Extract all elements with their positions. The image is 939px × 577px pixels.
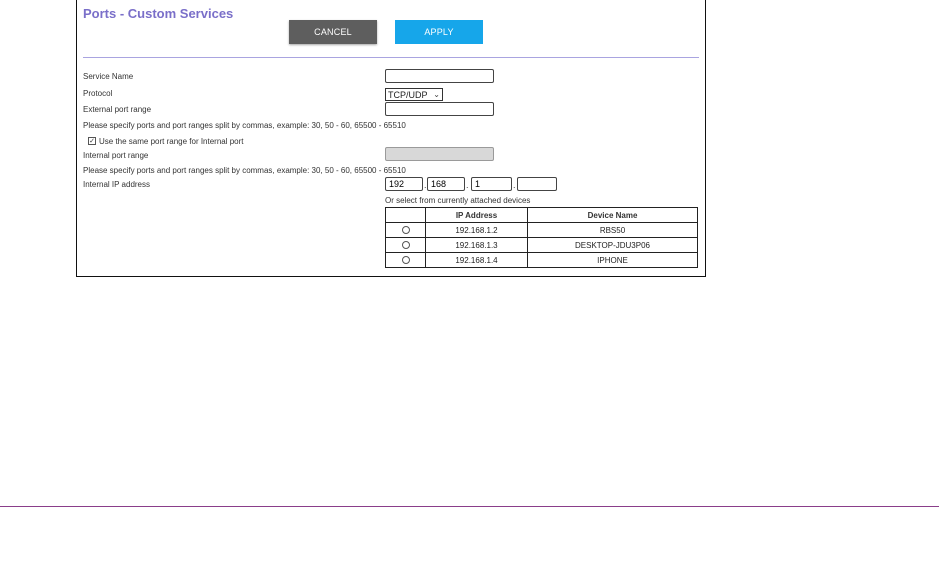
ip-separator: .: [466, 180, 469, 190]
row-radio-cell[interactable]: [386, 223, 426, 238]
row-device-name: IPHONE: [528, 253, 698, 268]
custom-services-panel: [76, 0, 706, 277]
table-header-ip: IP Address: [426, 208, 528, 223]
internal-ip-label: Internal IP address: [83, 180, 151, 189]
row-device-name: RBS50: [528, 223, 698, 238]
row-ip-address: 192.168.1.3: [426, 238, 528, 253]
row-ip-address: 192.168.1.2: [426, 223, 528, 238]
page-title: Ports - Custom Services: [83, 6, 234, 21]
ip-octet-3-input[interactable]: [471, 177, 512, 191]
checkbox-checked-icon[interactable]: ✓: [89, 138, 95, 145]
service-name-input[interactable]: [385, 69, 494, 83]
service-name-label: Service Name: [83, 72, 134, 81]
row-radio-cell[interactable]: [386, 253, 426, 268]
table-row[interactable]: [386, 253, 698, 268]
table-header-device: Device Name: [528, 208, 698, 223]
ip-separator: .: [513, 180, 516, 190]
internal-port-hint: Please specify ports and port ranges split by commas, example: 30, 50 - 60, 65500 - 65510: [83, 166, 406, 175]
cancel-button[interactable]: CANCEL: [289, 20, 377, 44]
row-device-name: DESKTOP-JDU3P06: [528, 238, 698, 253]
chevron-down-icon: ⌄: [433, 90, 440, 99]
radio-empty-icon[interactable]: [402, 226, 410, 234]
attached-devices-table: [385, 207, 698, 268]
table-row[interactable]: [386, 238, 698, 253]
ip-octet-2-input[interactable]: [427, 177, 465, 191]
external-port-label: External port range: [83, 105, 152, 114]
row-radio-cell[interactable]: [386, 238, 426, 253]
table-header-select: [386, 208, 426, 223]
ip-octet-4-input[interactable]: [517, 177, 557, 191]
ip-separator: .: [424, 180, 427, 190]
page-bottom-rule: [0, 506, 939, 507]
radio-empty-icon[interactable]: [402, 256, 410, 264]
radio-empty-icon[interactable]: [402, 241, 410, 249]
table-row[interactable]: [386, 223, 698, 238]
external-port-input[interactable]: [385, 102, 494, 116]
section-divider: [83, 57, 699, 58]
select-devices-text: Or select from currently attached devices: [385, 196, 531, 205]
protocol-selected-value: TCP/UDP: [388, 89, 428, 100]
row-ip-address: 192.168.1.4: [426, 253, 528, 268]
internal-port-label: Internal port range: [83, 151, 149, 160]
ip-octet-1-input[interactable]: [385, 177, 423, 191]
external-port-hint: Please specify ports and port ranges split by commas, example: 30, 50 - 60, 65500 - 65510: [83, 121, 406, 130]
table-header-row: [386, 208, 698, 223]
apply-button[interactable]: APPLY: [395, 20, 483, 44]
protocol-select[interactable]: [385, 88, 443, 101]
internal-port-input[interactable]: [385, 147, 494, 161]
same-port-checkbox-label: Use the same port range for Internal port: [99, 137, 244, 146]
protocol-label: Protocol: [83, 89, 113, 98]
